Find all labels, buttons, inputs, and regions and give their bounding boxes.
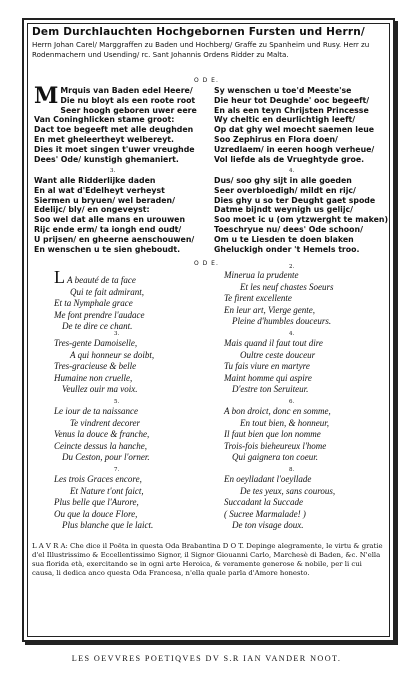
stanza-number: 4.: [289, 331, 295, 337]
verse-line: D'estre ton Seruiteur.: [232, 384, 309, 395]
verse-line: Il faut bien que lon nomme: [224, 429, 321, 440]
verse-line: Vol liefde als de Vrueghtyde groe.: [214, 154, 365, 164]
dutch-stanza-3: [34, 176, 194, 254]
verse-line: Et les neuf chastes Soeurs: [240, 281, 334, 292]
ode-label-dutch: O D E.: [194, 77, 219, 84]
verse-line: Sy wenschen u toe'd Meeste'se: [214, 86, 352, 95]
verse-line: A qui honneur se doibt,: [70, 349, 155, 360]
stanza-number: 5.: [114, 399, 120, 405]
dutch-left-column: [34, 83, 197, 164]
verse-line: Die nu bloyt als een roote root: [60, 95, 196, 105]
dedication-header: [32, 26, 385, 59]
dutch-stanza-2: [214, 86, 374, 164]
stanza-number: 3.: [110, 168, 116, 174]
verse-line: Om u te Liesden te doen blaken: [214, 234, 354, 244]
verse-line: Ceincte dessus la hanche,: [54, 440, 147, 451]
verse-line: Soo moet ic u (om ytzwerght te maken): [214, 215, 389, 225]
drop-cap-l: L: [54, 267, 65, 287]
verse-line: Minerua la prudente: [224, 270, 299, 280]
verse-line: En al wat d'Edelheyt verheyst: [34, 185, 165, 195]
verse-line: Et Nature t'ont faict,: [70, 485, 144, 496]
verse-line: Maint homme qui aspire: [224, 372, 312, 383]
verse-line: Seer hoogh geboren uwer eere: [60, 105, 197, 115]
french-right-s6: [224, 406, 331, 464]
verse-line: Veullez ouir ma voix.: [62, 384, 138, 395]
verse-line: Edelijc/ bly/ en ongeveyst:: [34, 205, 150, 215]
verse-line: Oultre ceste douceur: [240, 349, 316, 360]
dutch-left-column-2: [34, 176, 194, 254]
verse-line: Datme bijndt weynigh us gelijc/: [214, 205, 353, 215]
verse-line: Plus blanche que le laict.: [62, 520, 154, 531]
laura-commentary: L A V R A: Che dice il Poëta in questa Oda Brabantina D O T. Depinge alegramente, le virtu & gratie d'el Illustrissimo & Eccellentissimo Signor, il Signor Giouanni Carlo, Marchesè di Baden, &c. N'ella sua florida età, exercitando se in ogni arte Heroica, & veramente generose & nobile, per li cui causa, li dedica anco questa Oda Francesa, n'ella quale parla d'Amore honesto.: [32, 542, 383, 577]
drop-cap-m: M: [34, 83, 59, 109]
verse-line: En leur art, Vierge gente,: [224, 304, 315, 315]
french-right-s8: [224, 474, 335, 532]
verse-line: U prijsen/ en gheerne aenschouwen/: [34, 234, 195, 244]
stanza-number: 3.: [114, 331, 120, 337]
verse-line: Pleine d'humbles douceurs.: [232, 316, 332, 327]
verse-line: Trois-fois bieheureux l'home: [224, 440, 327, 451]
verse-line: En oeylladant l'oeyllade: [224, 474, 312, 484]
dutch-right-column: [214, 86, 374, 164]
verse-line: De tes yeux, sans courous,: [240, 485, 336, 496]
dutch-right-column-2: [214, 176, 388, 254]
verse-line: Qui te fait admirant,: [70, 286, 144, 297]
stanza-number: 6.: [289, 399, 295, 405]
verse-line: Dus/ soo ghy sijt in alle goeden: [214, 176, 352, 185]
verse-line: ( Sucree Marmalade! ): [224, 508, 306, 519]
verse-line: Tres-gente Damoiselle,: [54, 338, 138, 348]
verse-line: Dees' Ode/ kunstigh ghemaniert.: [34, 154, 179, 164]
ode-label-french: O D E.: [194, 260, 219, 267]
verse-line: Soo Zephirus en Flora doen/: [214, 134, 338, 144]
verse-line: Seer overbloedigh/ mildt en rijc/: [214, 185, 356, 195]
verse-line: Dies ghy u so ter Deught gaet spode: [214, 195, 376, 205]
french-left-s5: [54, 406, 150, 464]
verse-line: Siermen u bryuen/ wel beraden/: [34, 195, 175, 205]
verse-line: Tres-gracieuse & belle: [54, 361, 137, 372]
verse-line: Wy cheltic en deurlichtigh leeft/: [214, 115, 356, 125]
verse-line: Humaine non cruelle,: [54, 372, 133, 383]
verse-line: Dies it moet singen t'uwer vreughde: [34, 144, 195, 154]
verse-line: En tout bien, & honneur,: [240, 417, 329, 428]
stanza-number: 7.: [114, 467, 120, 473]
verse-line: Le iour de ta naissance: [54, 406, 138, 416]
verse-line: Want alle Ridderlijke daden: [34, 176, 156, 185]
verse-line: Me font prendre l'audace: [54, 309, 145, 320]
dutch-stanza-4: [214, 176, 388, 254]
verse-line: Mais quand il faut tout dire: [224, 338, 323, 348]
verse-line: Qui gaignera ton coeur.: [232, 452, 318, 463]
verse-line: Du Ceston, pour l'orner.: [62, 452, 150, 463]
verse-line: De ton visage doux.: [232, 520, 304, 531]
verse-line: Die heur tot Deughde' ooc begeeft/: [214, 95, 370, 105]
verse-line: En als een teyn Chrijsten Princesse: [214, 105, 369, 115]
verse-line: Te vindrent decorer: [70, 417, 140, 428]
stanza-number: 8.: [289, 467, 295, 473]
verse-line: Et ta Nymphale grace: [54, 298, 133, 309]
verse-line: Van Coninghlicken stame groot:: [34, 115, 175, 125]
verse-line: Tu fais viure en martyre: [224, 361, 310, 372]
dedication-subtitle: Herrn Johan Carel/ Marggraffen zu Baden und Hochberg/ Graffe zu Spanheim und Rusy. Herr zu Rodenmachern und Usending/ rc. Sant Johannis Ordens Ridder zu Malta.: [32, 40, 370, 59]
verse-line: Succadant la Succade: [224, 497, 303, 508]
verse-line: Toeschryue nu/ dees' Ode schoon/: [214, 224, 363, 234]
verse-line: L A beauté de ta face: [54, 267, 136, 287]
french-left-s3: [54, 338, 154, 396]
verse-line: Ou que la douce Flore,: [54, 508, 138, 519]
page-footer: LES OEVVRES POETIQVES DV S.R IAN VANDER NOOT.: [71, 654, 342, 663]
verse-line: Soo wel dat alle mans en urouwen: [34, 215, 186, 225]
verse-line: Gheluckigh onder 't Hemels troo.: [214, 244, 360, 254]
french-right-s2: [224, 270, 334, 328]
page-frame: [22, 18, 395, 642]
verse-line: Rijc ende erm/ ta iongh end oudt/: [34, 224, 182, 234]
dedication-title: Dem Durchlauchten Hochgebornen Fursten und Herrn/: [32, 26, 365, 38]
verse-line: Mrquis van Baden edel Heere/: [60, 86, 193, 95]
verse-line: En wenschen u te sien gheboudt.: [34, 244, 181, 254]
verse-line: Te firent excellente: [224, 293, 292, 304]
verse-line: Venus la douce & franche,: [54, 429, 150, 440]
verse-line: En met gheleertheyt welbereyt.: [34, 134, 174, 144]
french-left-s7: [54, 474, 153, 532]
verse-line: Dact toe begeeft met alle deughden: [34, 125, 194, 135]
verse-line: Les trois Graces encore,: [54, 474, 142, 484]
verse-line: De te dire ce chant.: [62, 321, 133, 332]
french-left-s1: [54, 267, 145, 333]
stanza-number: 4.: [289, 168, 295, 174]
verse-line: Uzredlaem/ in eeren hoogh verheue/: [214, 144, 375, 154]
verse-line: Op dat ghy wel moecht saemen leue: [214, 125, 375, 135]
french-right-s4: [224, 338, 323, 396]
stanza-number: 2.: [289, 264, 295, 270]
verse-line: A bon droict, donc en somme,: [224, 406, 331, 416]
verse-line: Plus belle que l'Aurore,: [54, 497, 139, 508]
